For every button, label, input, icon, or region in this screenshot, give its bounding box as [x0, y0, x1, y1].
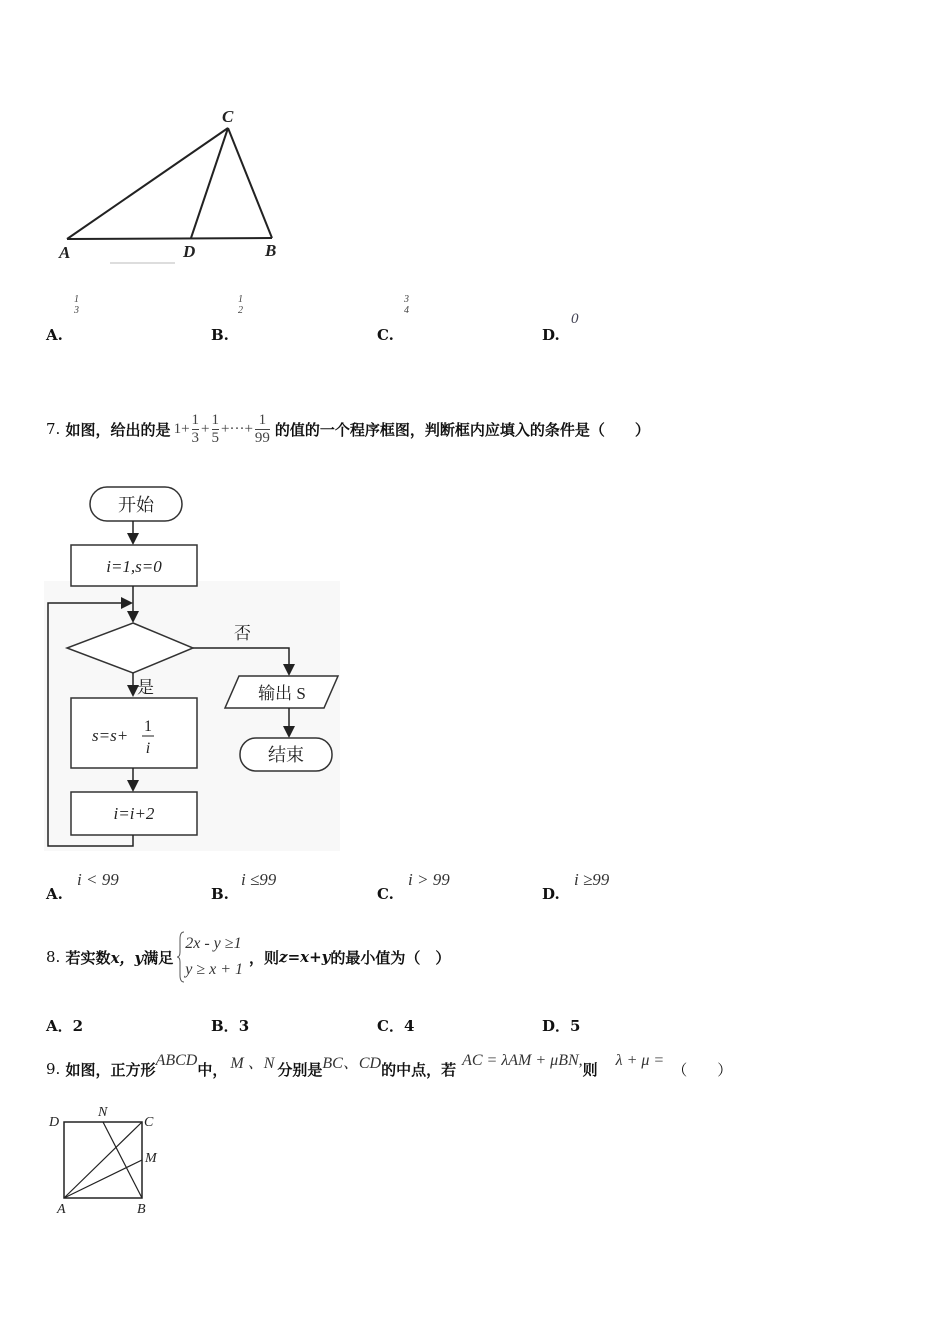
q7-stem	[46, 404, 650, 454]
q8-option-b[interactable]	[211, 1015, 249, 1036]
segment-bn	[103, 1122, 142, 1198]
sq-label-c: C	[144, 1115, 154, 1130]
flow-frac-den: i	[145, 740, 151, 757]
q9-number: 9.	[46, 1060, 61, 1078]
q7-term-1-3	[192, 412, 200, 446]
sq-label-n: N	[98, 1105, 108, 1120]
q8-text-after1: ，则	[249, 948, 280, 967]
square-figure	[44, 1100, 174, 1220]
q7-term2-num: 1	[211, 412, 219, 428]
q8-a-value: 2	[72, 1017, 84, 1035]
label-a: A	[59, 243, 71, 262]
q7-option-c-label[interactable]: C.	[377, 885, 394, 903]
q7-sum-plus2: +	[201, 420, 210, 437]
q7-term1-num: 1	[191, 412, 200, 428]
q8-b-value: 3	[238, 1017, 250, 1035]
flow-update-s-box	[71, 698, 197, 768]
flow-update-i-text: i=i+2	[113, 804, 155, 823]
q8-option-c[interactable]	[377, 1015, 414, 1036]
q6-option-b-label[interactable]: B.	[211, 326, 229, 344]
q7-option-b-value: i ≤99	[241, 870, 277, 889]
flow-output-text: 输出 S	[258, 684, 306, 703]
flow-start-text: 开始	[118, 495, 154, 515]
q8-b-label: B．	[211, 1017, 239, 1035]
label-b: B	[265, 241, 277, 260]
q7-sum	[174, 412, 272, 446]
q9-t6: （ ）	[672, 1060, 733, 1079]
segment-cb	[228, 128, 272, 238]
q8-objective: z=x+y	[279, 948, 331, 966]
flow-end-text: 结束	[268, 745, 304, 765]
flow-update-s-text: s=s+	[92, 726, 129, 745]
flowchart-figure	[44, 483, 344, 853]
q9-t3: 分别是	[277, 1060, 323, 1079]
flow-yes-label: 是	[137, 678, 154, 697]
q8-number: 8.	[46, 948, 61, 966]
q6-option-c-value	[404, 294, 409, 316]
q6-c-num: 3	[404, 294, 409, 305]
q8-d-label: D．	[542, 1017, 571, 1035]
q8-system	[177, 931, 243, 983]
q8-c-value: 4	[403, 1017, 415, 1035]
q9-sum: λ + μ =	[615, 1052, 665, 1069]
q7-sum-plus1: +	[181, 420, 190, 437]
q7-option-d-label[interactable]: D.	[542, 885, 560, 903]
q9-t5: 则	[582, 1060, 598, 1079]
q8-vars: x，y	[110, 948, 144, 967]
q6-option-d-value: 0	[571, 311, 579, 327]
label-d: D	[183, 242, 196, 261]
q8-inequality-2: y ≥ x + 1	[185, 961, 244, 978]
q9-stem	[46, 1052, 732, 1086]
q7-option-c-value: i > 99	[408, 870, 450, 889]
q7-sum-lead: 1	[173, 420, 182, 437]
triangle-figure	[50, 100, 300, 270]
q8-inequality-1: 2x - y ≥1	[185, 935, 242, 952]
q6-a-den: 3	[74, 305, 79, 316]
q7-sum-dots: +···+	[221, 420, 253, 437]
q8-c-label: C．	[377, 1017, 404, 1035]
q7-option-a-label[interactable]: A.	[46, 885, 63, 903]
q9-t4: 的中点，若	[381, 1060, 457, 1079]
flow-frac-num: 1	[144, 718, 152, 735]
q7-text-after: 的值的一个程序框图，判断框内应填入的条件是（ ）	[274, 420, 650, 439]
q8-option-a[interactable]	[46, 1015, 83, 1036]
q8-text-mid: 满足	[143, 948, 174, 967]
q7-option-d-value: i ≥99	[574, 870, 610, 889]
q9-t2: 中，	[197, 1060, 228, 1079]
q8-option-d[interactable]	[542, 1015, 580, 1036]
q8-d-value: 5	[570, 1017, 581, 1035]
q7-term3-num: 1	[255, 412, 270, 430]
q8-a-label: A．	[46, 1017, 73, 1035]
q8-stem	[46, 928, 450, 986]
q9-square: ABCD	[155, 1052, 198, 1069]
q6-option-c-label[interactable]: C.	[377, 326, 394, 344]
q6-a-num: 1	[74, 294, 79, 305]
q6-c-den: 4	[404, 305, 409, 316]
q7-term-1-99	[255, 412, 270, 446]
segment-ac	[67, 128, 228, 239]
q7-number: 7.	[46, 420, 61, 438]
q6-b-num: 1	[238, 294, 243, 305]
q6-option-a-value	[74, 294, 79, 316]
q9-vector-eq: AC = λAM + μBN,	[462, 1052, 583, 1069]
q7-text-before: 如图，给出的是	[65, 420, 171, 439]
q6-option-a-label[interactable]: A.	[46, 326, 63, 344]
sq-label-b: B	[137, 1202, 146, 1217]
q7-term3-den: 99	[254, 429, 270, 446]
q7-option-a-value: i < 99	[77, 870, 119, 889]
q6-option-b-value	[238, 294, 243, 316]
q8-text-after2: 的最小值为（ ）	[330, 948, 451, 967]
q7-term-1-5	[212, 412, 220, 446]
q7-term2-den: 5	[211, 429, 219, 446]
q6-option-d-label[interactable]: D.	[542, 326, 560, 344]
flow-init-text: i=1,s=0	[106, 557, 162, 576]
q8-text-before: 若实数	[65, 948, 111, 967]
q9-sides: BC、CD	[322, 1054, 382, 1072]
segment-am	[64, 1160, 142, 1198]
q9-t1: 如图，正方形	[65, 1060, 156, 1079]
label-c: C	[222, 107, 234, 126]
flow-no-label: 否	[234, 624, 251, 643]
sq-label-m: M	[145, 1151, 157, 1166]
q7-term1-den: 3	[191, 429, 200, 446]
q6-b-den: 2	[238, 305, 243, 316]
segment-ac	[64, 1122, 142, 1198]
q9-mn: M 、N	[230, 1054, 275, 1072]
sq-label-d: D	[49, 1115, 60, 1130]
segment-ab	[67, 238, 272, 239]
q7-option-b-label[interactable]: B.	[211, 885, 229, 903]
sq-label-a: A	[57, 1202, 66, 1217]
segment-cd	[191, 128, 228, 238]
